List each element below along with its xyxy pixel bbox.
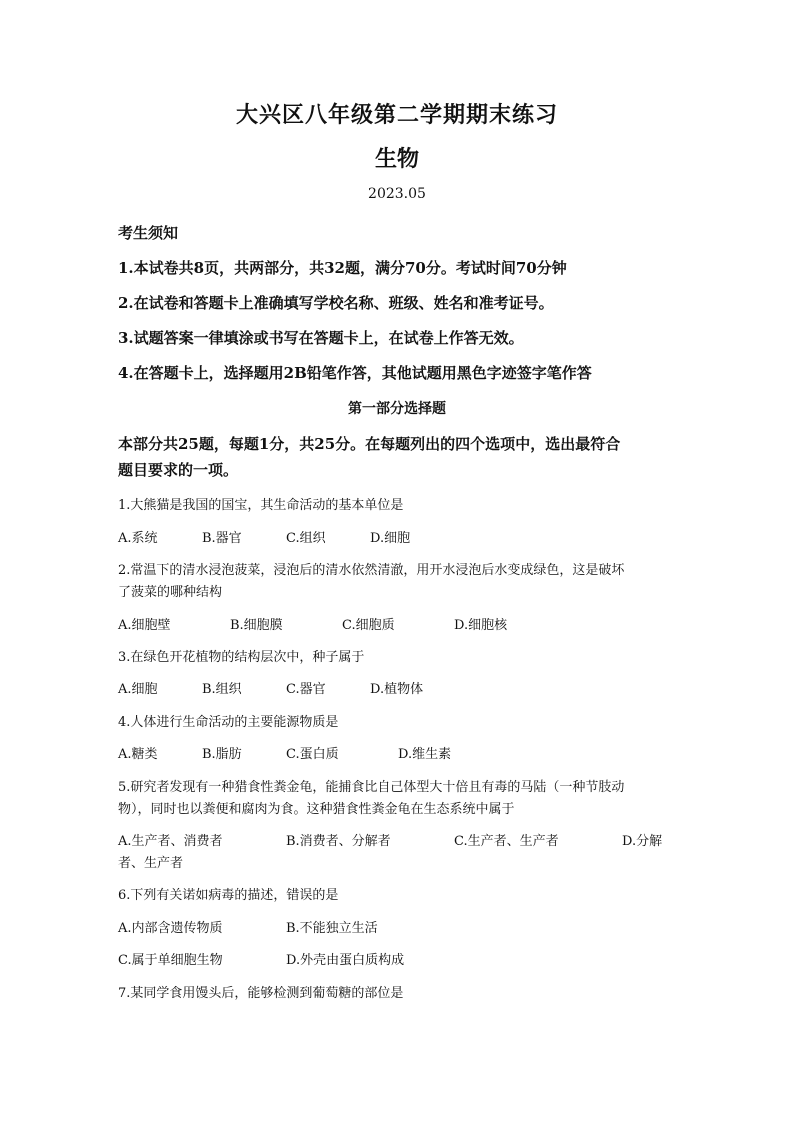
option-c: C.组织 (286, 531, 326, 546)
option-d: D.维生素 (398, 747, 452, 762)
question-5-line1: 5.研究者发现有一种猎食性粪金龟，能捕食比自己体型大十倍且有毒的马陆（一种节肢动 (118, 780, 625, 795)
option-b: B.器官 (202, 531, 242, 546)
part1-title: 第一部分选择题 (348, 401, 446, 417)
option-a: A.糖类 (118, 747, 158, 762)
notice-item-3: 3.试题答案一律填涂或书写在答题卡上，在试卷上作答无效。 (118, 329, 524, 347)
option-b: B.脂肪 (202, 747, 242, 762)
option-c: C.细胞质 (342, 618, 395, 633)
question-2-line2: 了菠菜的哪种结构 (118, 585, 223, 600)
notice-item-1: 1.本试卷共8页，共两部分，共32题，满分70分。考试时间70分钟 (118, 259, 567, 277)
question-5-line2: 物），同时也以粪便和腐肉为食。这种猎食性粪金龟在生态系统中属于 (118, 802, 515, 817)
notice-heading: 考生须知 (118, 224, 179, 242)
option-a: A.系统 (118, 531, 158, 546)
exam-date: 2023.05 (368, 186, 426, 202)
option-d: D.分解 (622, 834, 663, 849)
option-a: A.细胞壁 (118, 618, 171, 633)
option-a: A.生产者、消费者 (118, 834, 223, 849)
question-2-line1: 2.常温下的清水浸泡菠菜，浸泡后的清水依然清澈，用开水浸泡后水变成绿色，这是破坏 (118, 563, 625, 578)
option-d: D.细胞 (370, 531, 411, 546)
notice-item-2: 2.在试卷和答题卡上准确填写学校名称、班级、姓名和准考证号。 (118, 294, 554, 312)
notice-item-4: 4.在答题卡上，选择题用2B铅笔作答，其他试题用黑色字迹签字笔作答 (118, 364, 592, 382)
option-d: D.植物体 (370, 682, 424, 697)
option-c: C.生产者、生产者 (454, 834, 559, 849)
part1-instruction-line2: 题目要求的一项。 (118, 461, 239, 479)
question-4: 4.人体进行生命活动的主要能源物质是 (118, 715, 339, 730)
question-3: 3.在绿色开花植物的结构层次中，种子属于 (118, 650, 365, 665)
option-c: C.蛋白质 (286, 747, 339, 762)
question-7: 7.某同学食用馒头后，能够检测到葡萄糖的部位是 (118, 986, 404, 1001)
option-d: D.外壳由蛋白质构成 (286, 953, 405, 968)
question-5-option-wrap: 者、生产者 (118, 856, 184, 871)
option-c: C.属于单细胞生物 (118, 953, 223, 968)
question-6: 6.下列有关诺如病毒的描述，错误的是 (118, 888, 339, 903)
option-b: B.细胞膜 (230, 618, 283, 633)
option-a: A.细胞 (118, 682, 158, 697)
option-b: B.不能独立生活 (286, 921, 378, 936)
option-d: D.细胞核 (454, 618, 508, 633)
option-b: B.消费者、分解者 (286, 834, 391, 849)
option-c: C.器官 (286, 682, 326, 697)
question-1: 1.大熊猫是我国的国宝，其生命活动的基本单位是 (118, 498, 404, 513)
exam-title: 大兴区八年级第二学期期末练习 (235, 102, 558, 128)
option-a: A.内部含遗传物质 (118, 921, 223, 936)
part1-instruction-line1: 本部分共25题，每题1分，共25分。在每题列出的四个选项中，选出最符合 (118, 435, 621, 453)
option-b: B.组织 (202, 682, 242, 697)
subject-title: 生物 (374, 146, 419, 172)
